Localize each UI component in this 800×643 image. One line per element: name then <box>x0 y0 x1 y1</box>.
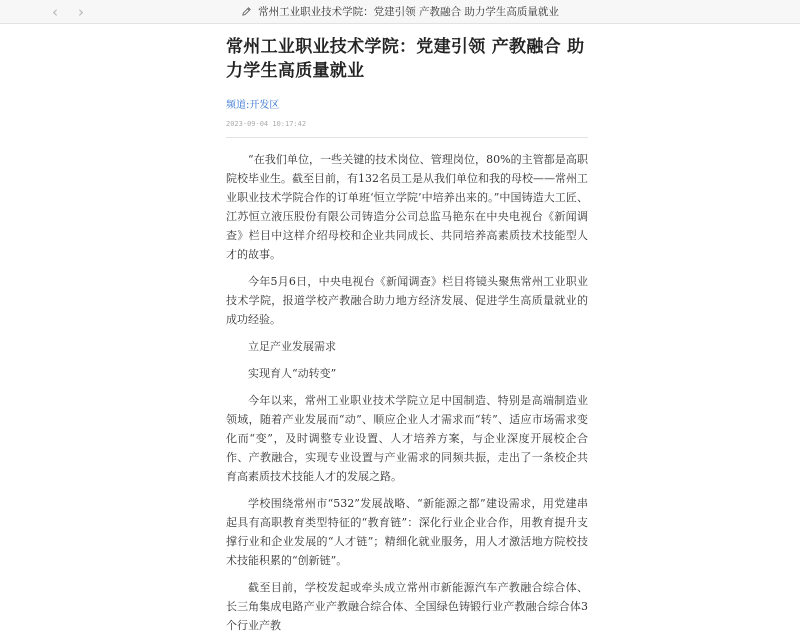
paragraph: 截至目前，学校发起或牵头成立常州市新能源汽车产教融合综合体、长三角集成电路产业产教融合综合体、全国绿色铸锻行业产教融合综合体3个行业产教 <box>226 581 588 632</box>
publish-date: 2023-09-04 10:17:42 <box>226 120 307 128</box>
channel-link[interactable]: 频道:开发区 <box>226 100 280 111</box>
divider <box>226 137 588 138</box>
chevron-left-icon[interactable]: ‹ <box>52 3 58 21</box>
chevron-right-icon[interactable]: › <box>78 3 84 21</box>
toolbar-title <box>241 4 559 19</box>
browser-toolbar <box>0 0 800 24</box>
toolbar-title-text: 常州工业职业技术学院：党建引领 产教融合 助力学生高质量就业 <box>258 6 559 18</box>
paragraph: “在我们单位，一些关键的技术岗位、管理岗位，80%的主管都是高职院校毕业生。截至目前，有132名员工是从我们单位和我的母校——常州工业职业技术学院合作的订单班‘恒立学院’中培养出来的。”中国铸造大工匠、江苏恒立液压股份有限公司铸造分公司总监马艳东在中央电视台《新闻调查》栏目中这样介绍母校和企业共同成长、共同培养高素质技术技能型人才的故事。 <box>226 153 588 261</box>
section-heading: 实现育人“动转变” <box>248 367 337 380</box>
article-body <box>226 150 588 635</box>
paragraph: 今年以来，常州工业职业技术学院立足中国制造、特别是高端制造业领域，随着产业发展而“动”、顺应企业人才需求而“转”、适应市场需求变化而“变”，及时调整专业设置、人才培养方案，与企业深度开展校企合作、产教融合，实现专业设置与产业需求的同频共振，走出了一条校企共育高素质技术技能人才的发展之路。 <box>226 394 588 483</box>
paragraph: 学校围绕常州市“532”发展战略、“新能源之都”建设需求，用党建串起具有高职教育类型特征的“教育链”：深化行业企业合作，用教育提升支撑行业和企业发展的“人才链”；精细化就业服务，用人才激活地方院校技术技能积累的“创新链”。 <box>226 497 588 567</box>
section-heading: 立足产业发展需求 <box>248 340 336 353</box>
paragraph: 今年5月6日，中央电视台《新闻调查》栏目将镜头聚焦常州工业职业技术学院，报道学校产教融合助力地方经济发展、促进学生高质量就业的成功经验。 <box>226 275 588 326</box>
nav-buttons <box>46 3 90 21</box>
article-title: 常州工业职业技术学院：党建引领 产教融合 助力学生高质量就业 <box>226 37 585 81</box>
article <box>226 24 588 643</box>
pencil-icon[interactable] <box>241 6 252 17</box>
